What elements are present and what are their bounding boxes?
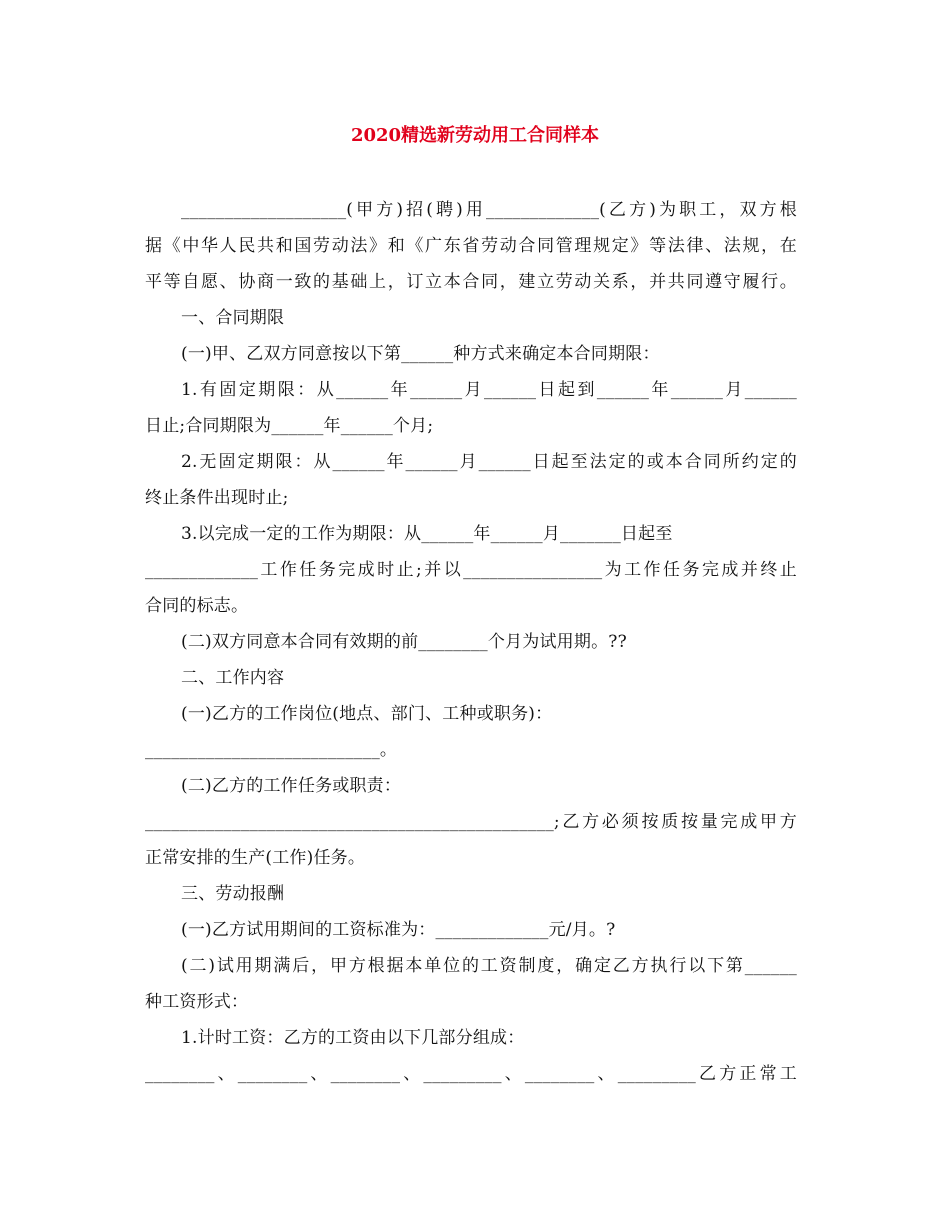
section-heading: 一、合同期限 (181, 308, 285, 328)
paragraph-line: (二)双方同意本合同有效期的前________个月为试用期。?? (181, 632, 627, 652)
section-heading: 二、工作内容 (181, 668, 285, 688)
paragraph-line: 平等自愿、协商一致的基础上，订立本合同，建立劳动关系，并共同遵守履行。 (145, 272, 797, 292)
paragraph-line: _______________________________________________;乙方必须按质按量完成甲方 (145, 812, 797, 832)
paragraph-line: 3.以完成一定的工作为期限：从______年______月_______日起至 (181, 524, 673, 544)
paragraph-line: 合同的标志。 (145, 596, 249, 616)
paragraph-line: (一)甲、乙双方同意按以下第______种方式来确定本合同期限： (181, 344, 660, 364)
paragraph-line: (二)乙方的工作任务或职责： (181, 776, 402, 796)
paragraph-line: (二)试用期满后，甲方根据本单位的工资制度，确定乙方执行以下第______ (181, 956, 797, 976)
paragraph-line: ___________________(甲方)招(聘)用_____________(乙方)为职工，双方根 (181, 200, 797, 220)
paragraph-line: ___________________________。 (145, 740, 398, 760)
paragraph-line: 1.计时工资：乙方的工资由以下几部分组成： (181, 1028, 525, 1048)
paragraph-line: ________、________、________、_________、________、_________乙方正常工 (145, 1064, 797, 1084)
paragraph-line: 据《中华人民共和国劳动法》和《广东省劳动合同管理规定》等法律、法规，在 (145, 236, 797, 256)
paragraph-line: (一)乙方的工作岗位(地点、部门、工种或职务)： (181, 704, 553, 724)
paragraph-line: 日止;合同期限为______年______个月; (145, 416, 434, 436)
paragraph-line: 1.有固定期限：从______年______月______日起到______年______月______ (181, 380, 797, 400)
paragraph-line: 2.无固定期限：从______年______月______日起至法定的或本合同所约定的 (181, 452, 797, 472)
paragraph-line: 正常安排的生产(工作)任务。 (145, 848, 366, 868)
document-title: 2020精选新劳动用工合同样本 (350, 125, 600, 146)
paragraph-line: 种工资形式： (145, 992, 249, 1012)
section-heading: 三、劳动报酬 (181, 884, 285, 904)
paragraph-line: 终止条件出现时止; (145, 488, 289, 508)
paragraph-line: _____________工作任务完成时止;并以________________为工作任务完成并终止 (145, 560, 797, 580)
paragraph-line: (一)乙方试用期间的工资标准为：_____________元/月。? (181, 920, 616, 940)
